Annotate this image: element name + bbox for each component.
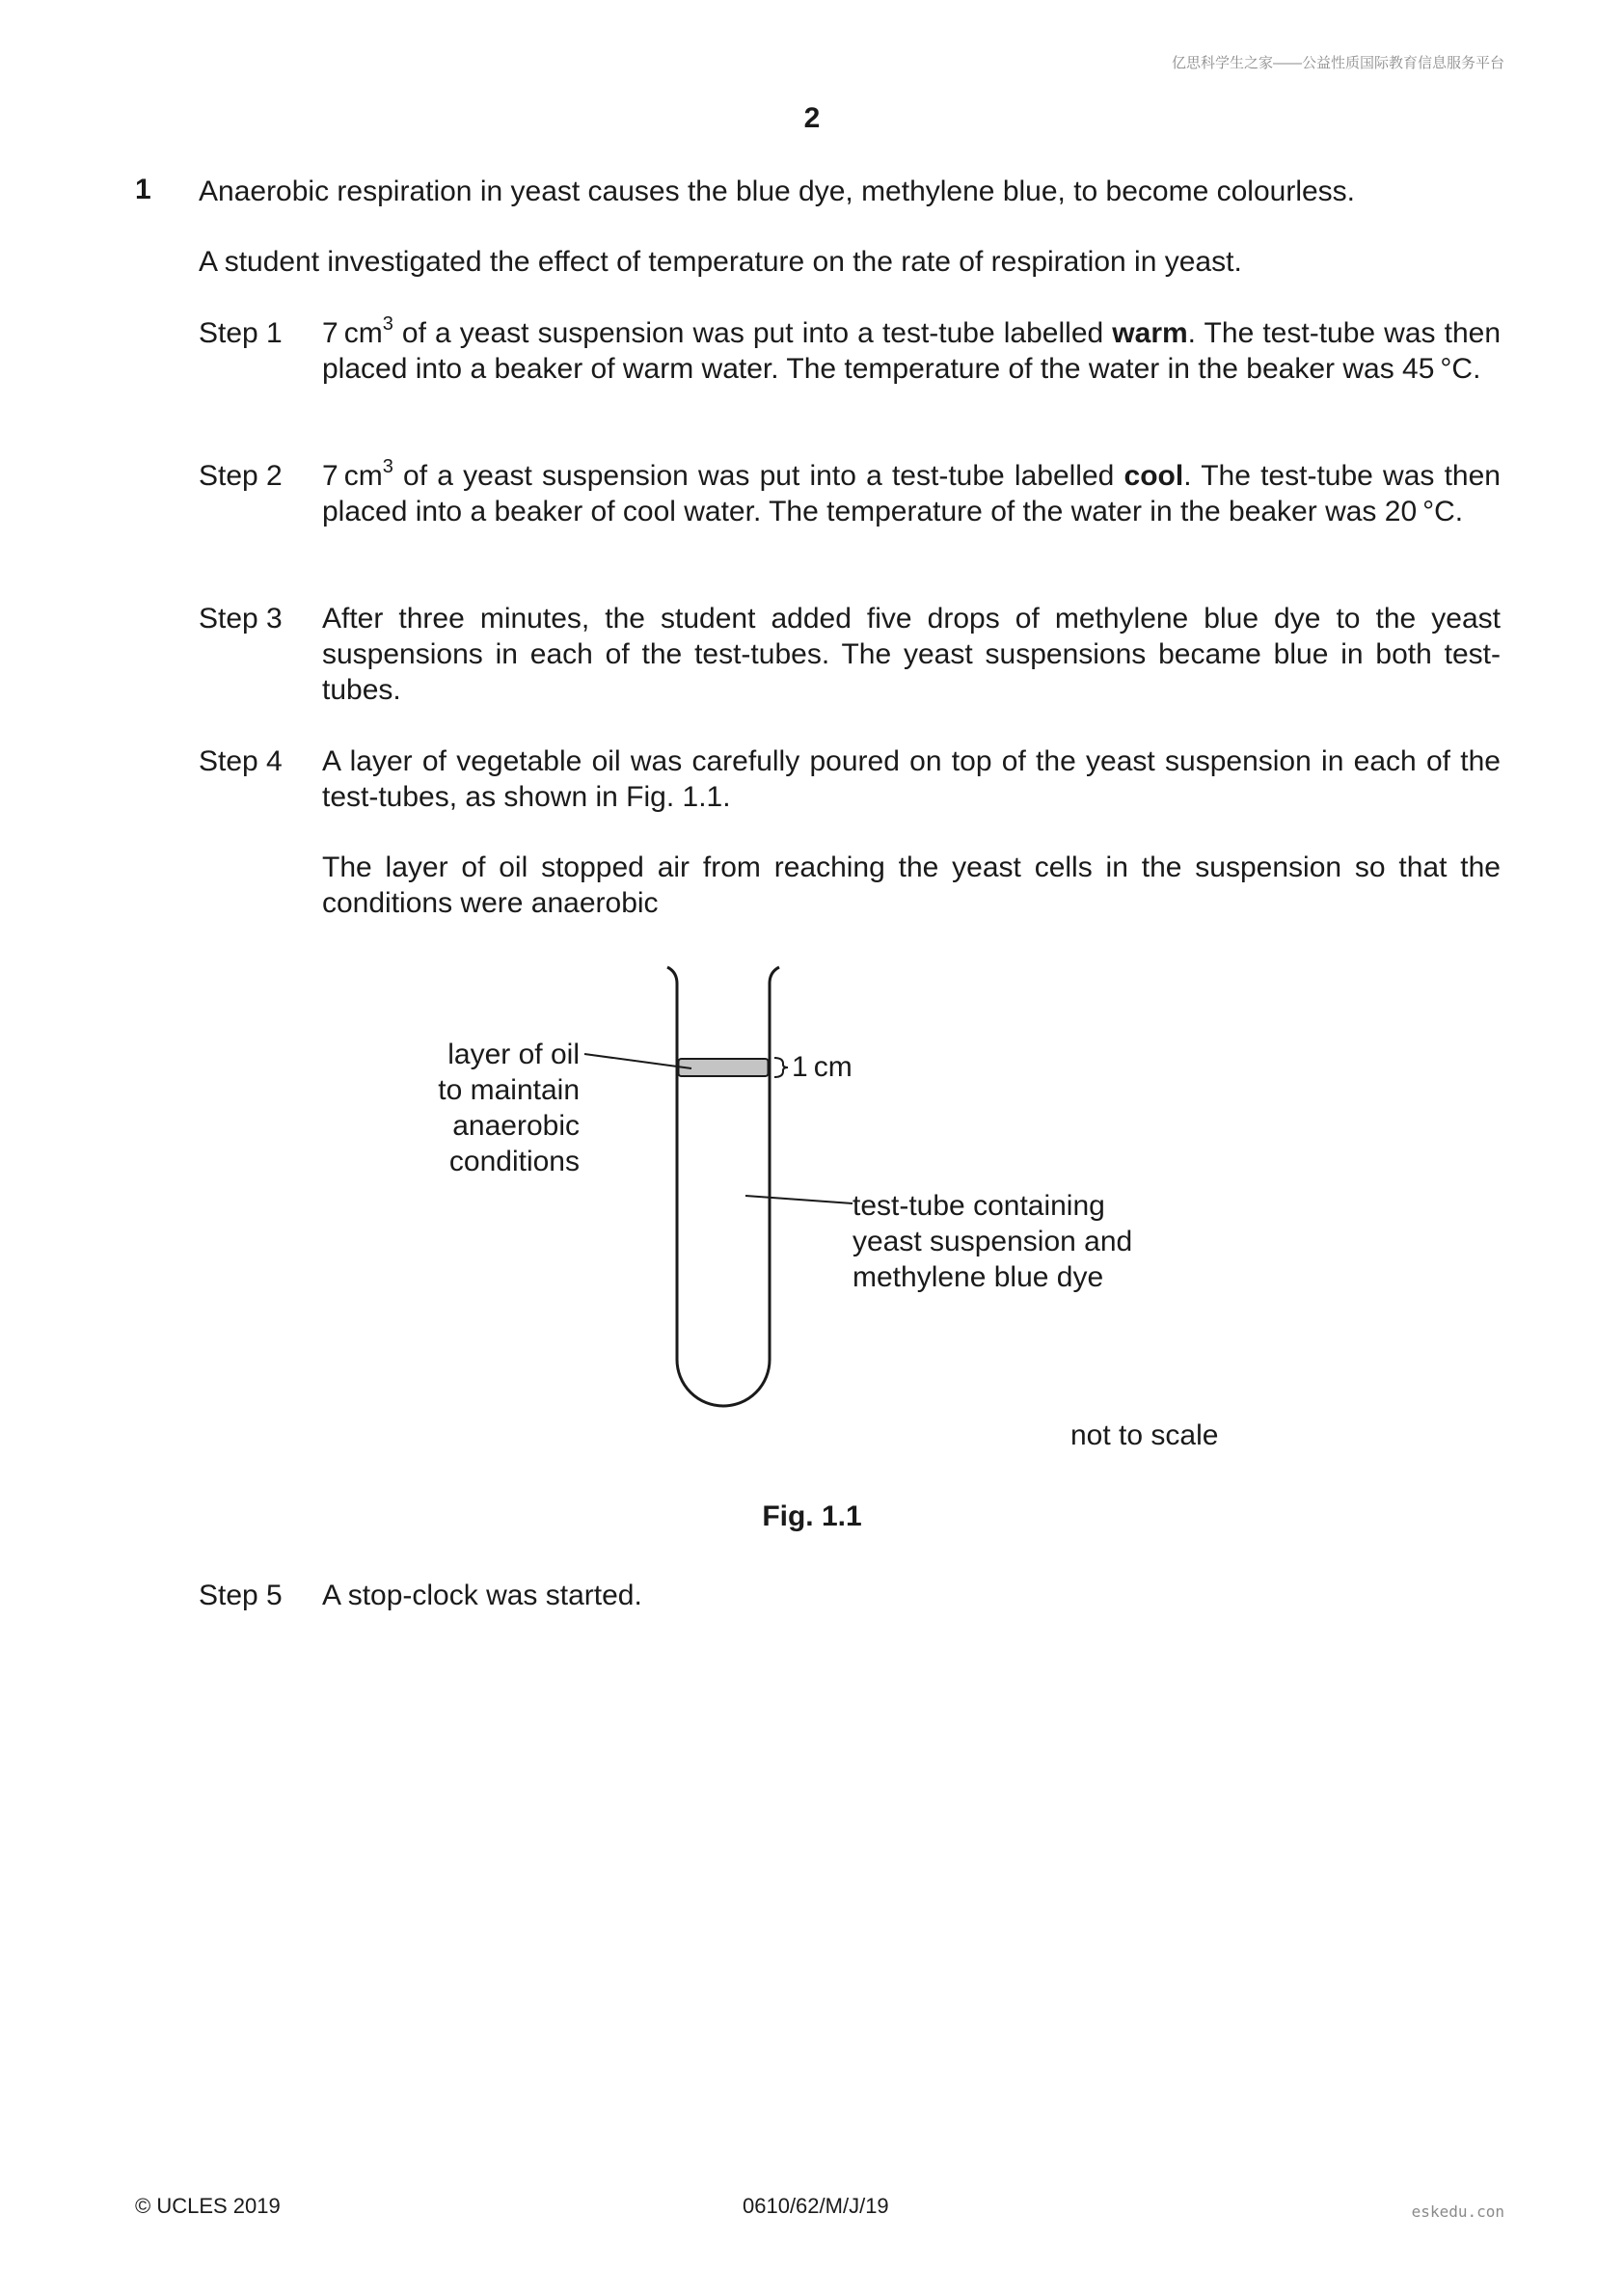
label-oil: [366, 1037, 580, 1179]
step-3-label: Step 3: [199, 603, 283, 635]
footer-copyright: © UCLES 2019: [135, 2194, 281, 2218]
height-brace: [774, 1058, 788, 1077]
label-cool: cool: [1123, 460, 1184, 492]
label-height: 1 cm: [792, 1051, 853, 1083]
header-watermark: 亿思科学生之家——公益性质国际教育信息服务平台: [1171, 55, 1504, 71]
step-3-text: After three minutes, the student added five drops of methylene blue dye to the yeast suspensions in each of the test-tubes. The yeast suspensions became blue in both test-tubes.: [322, 603, 1501, 706]
footer-site: eskedu.con: [1411, 2202, 1504, 2221]
step-2-text: 7 $cm^3$ of a yeast suspension was put into a test-tube labelled cool. The test-tube was then placed into a beaker of cool water. The temperature of the water in the beaker was 20 °C.: [322, 456, 1501, 527]
step-5-label: Step 5: [199, 1580, 283, 1611]
label-tube-line-3: methylene blue dye: [853, 1261, 1104, 1293]
tube-leader-line: [745, 1196, 853, 1203]
question-number: 1: [135, 174, 151, 205]
oil-leader-line: [584, 1054, 691, 1068]
oil-layer: [679, 1059, 769, 1076]
test-tube-outline: [667, 967, 779, 1406]
page-number: 2: [803, 102, 821, 134]
question-context: A student investigated the effect of temperature on the rate of respiration in yeast.: [199, 246, 1242, 278]
step-1-label: Step 1: [199, 317, 283, 349]
step-2-label: Step 2: [199, 460, 283, 492]
step-4-text: A layer of vegetable oil was carefully poured on top of the yeast suspension in each of the test-tubes, as shown in Fig. 1.1.: [322, 745, 1501, 813]
not-to-scale-note: not to scale: [1070, 1419, 1219, 1451]
superscript-3: 3: [382, 456, 393, 477]
label-oil-line-4: conditions: [448, 1146, 580, 1177]
step-1-text: 7 $cm^3$ of a yeast suspension was put into a test-tube labelled warm. The test-tube was then placed into a beaker of warm water. The temperature of the water in the beaker was 45 °C.: [322, 313, 1501, 385]
label-oil-line-2: to maintain: [438, 1074, 580, 1106]
label-tube-line-1: test-tube containing: [853, 1190, 1105, 1222]
footer-paper-code: 0610/62/M/J/19: [743, 2194, 889, 2218]
label-oil-line-3: anaerobic: [452, 1110, 580, 1142]
label-oil-line-1: layer of oil: [447, 1039, 580, 1070]
figure-caption: Fig. 1.1: [762, 1500, 862, 1532]
label-tube-line-2: yeast suspension and: [853, 1226, 1133, 1257]
step-5-text: A stop-clock was started.: [322, 1580, 642, 1611]
step-4-text-2: The layer of oil stopped air from reaching the yeast cells in the suspension so that the conditions were anaerobic: [322, 851, 1501, 919]
step-4-label: Step 4: [199, 745, 283, 777]
question-intro: Anaerobic respiration in yeast causes the blue dye, methylene blue, to become colourless.: [199, 176, 1356, 207]
superscript-3: 3: [382, 313, 393, 335]
label-tube: [853, 1188, 1132, 1295]
label-warm: warm: [1112, 317, 1188, 349]
